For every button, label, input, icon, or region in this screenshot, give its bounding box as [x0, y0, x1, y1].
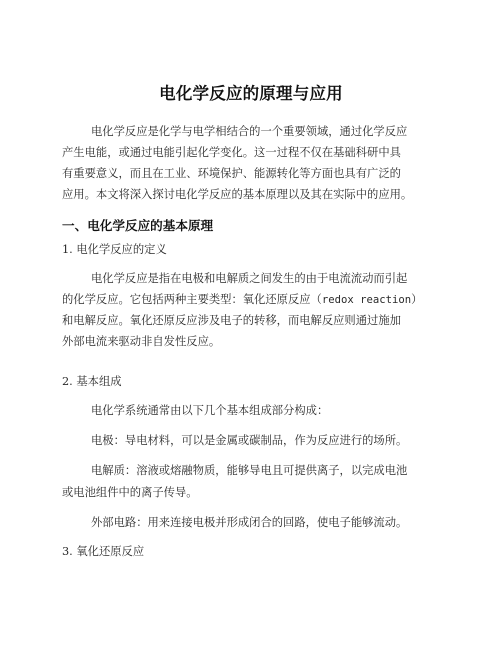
section-heading-1: 一、电化学反应的基本原理 [62, 218, 214, 233]
intro-line-3: 有重要意义，而且在工业、环境保护、能源转化等方面也具有广泛的 [62, 167, 401, 180]
definition-line-3: 和电解反应。氧化还原反应涉及电子的转移，而电解反应则通过施加 [62, 314, 401, 327]
component-circuit: 外部电路：用来连接电极并形成闭合的回路，使电子能够流动。 [91, 516, 408, 529]
definition-line-4: 外部电流来驱动非自发性反应。 [62, 335, 221, 348]
intro-line-4: 应用。本文将深入探讨电化学反应的基本原理以及其在实际中的应用。 [62, 188, 413, 201]
intro-line-2: 产生电能，或通过电能引起化学变化。这一过程不仅在基础科研中具 [62, 146, 401, 159]
component-electrolyte-line-2: 或电池组件中的离子传导。 [62, 486, 198, 499]
subsection-heading-2: 2. 基本组成 [62, 375, 122, 388]
component-electrolyte-line-1: 电解质：溶液或熔融物质，能够导电且可提供离子，以完成电池 [91, 464, 408, 477]
redox-term: redox reaction [321, 294, 412, 306]
definition-line-2-text: 的化学反应。它包括两种主要类型：氧化还原反应（ [62, 293, 322, 306]
definition-line-2-close: ） [411, 293, 423, 306]
document-title: 电化学反应的原理与应用 [159, 84, 343, 103]
subsection-heading-3: 3. 氧化还原反应 [62, 545, 145, 558]
components-lead: 电化学系统通常由以下几个基本组成部分构成： [91, 404, 329, 417]
subsection-heading-1: 1. 电化学反应的定义 [62, 243, 167, 256]
intro-line-1: 电化学反应是化学与电学相结合的一个重要领域，通过化学反应 [91, 125, 408, 138]
definition-line-2 [62, 293, 422, 307]
component-electrode: 电极：导电材料，可以是金属或碳制品，作为反应进行的场所。 [91, 434, 408, 447]
definition-line-1: 电化学反应是指在电极和电解质之间发生的由于电流流动而引起 [91, 272, 408, 285]
